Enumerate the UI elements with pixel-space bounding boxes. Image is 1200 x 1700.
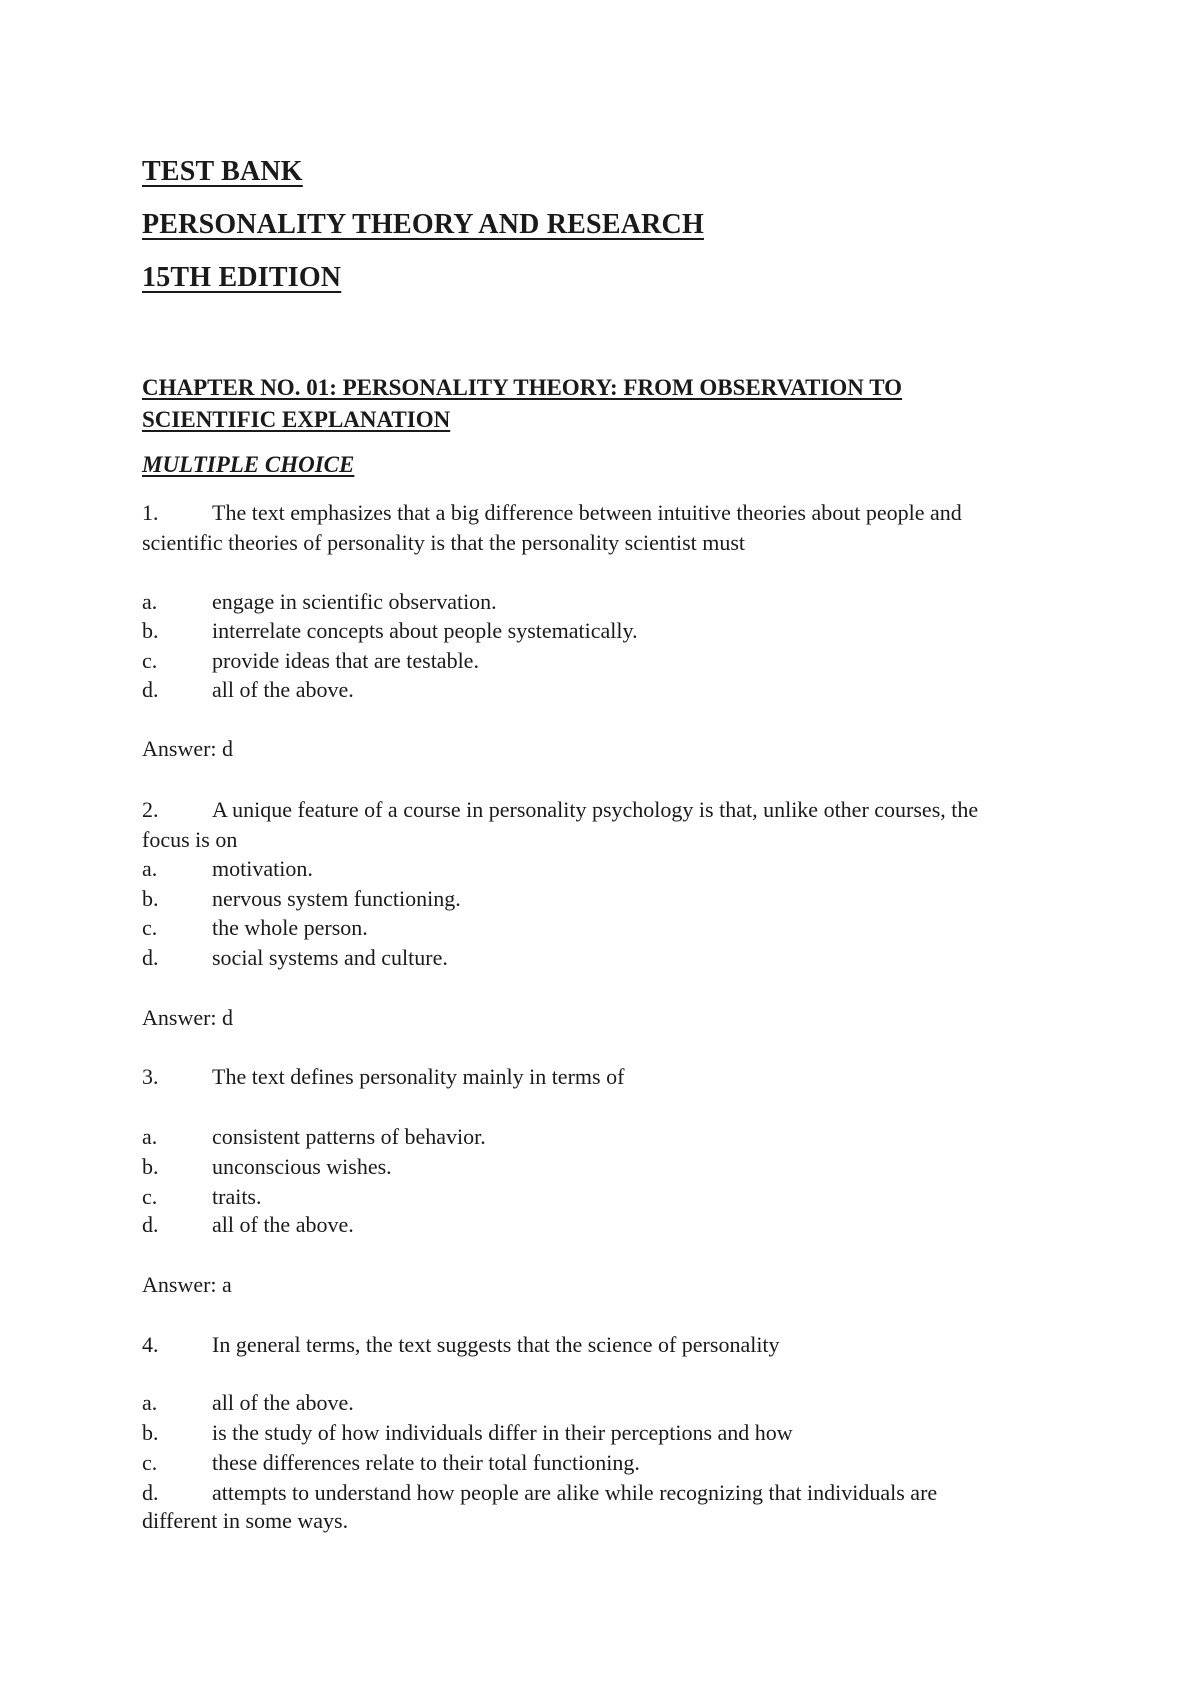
question-text: The text emphasizes that a big difference between intuitive theories about people and: [212, 500, 962, 525]
option-c: [142, 646, 479, 676]
option-text: interrelate concepts about people systematically.: [212, 618, 638, 643]
option-d: [142, 1478, 937, 1508]
section-title: MULTIPLE CHOICE: [142, 452, 355, 477]
question-text: A unique feature of a course in personality psychology is that, unlike other courses, the: [212, 797, 979, 822]
chapter-title-line2: SCIENTIFIC EXPLANATION: [142, 407, 451, 432]
question-text-cont: focus is on: [142, 827, 238, 852]
option-text: is the study of how individuals differ in their perceptions and how: [212, 1420, 793, 1445]
option-d: [142, 1210, 354, 1240]
question-number: 1.: [142, 500, 159, 525]
option-c: [142, 1448, 640, 1478]
chapter-title: [142, 372, 1042, 436]
doc-title-edition: 15TH EDITION: [142, 262, 342, 293]
option-text: all of the above.: [212, 1390, 354, 1415]
chapter-title-line1: CHAPTER NO. 01: PERSONALITY THEORY: FROM OBSERVATION TO: [142, 375, 903, 400]
option-letter: c.: [142, 915, 158, 940]
doc-title-book: PERSONALITY THEORY AND RESEARCH: [142, 209, 704, 240]
option-letter: b.: [142, 618, 159, 643]
option-letter: a.: [142, 1124, 158, 1149]
question-stem: [142, 498, 962, 528]
option-a: [142, 1122, 486, 1152]
question-stem: [142, 1062, 624, 1092]
option-d: [142, 675, 354, 705]
option-text: unconscious wishes.: [212, 1154, 392, 1179]
question-number: 4.: [142, 1332, 159, 1357]
answer: Answer: d: [142, 736, 234, 761]
option-letter: d.: [142, 945, 159, 970]
question-stem: [142, 795, 978, 825]
question-text-cont: scientific theories of personality is that the personality scientist must: [142, 530, 746, 555]
option-text: all of the above.: [212, 677, 354, 702]
question-text: In general terms, the text suggests that the science of personality: [212, 1332, 780, 1357]
option-text: provide ideas that are testable.: [212, 648, 479, 673]
option-text: attempts to understand how people are alike while recognizing that individuals are: [212, 1480, 938, 1505]
option-d-continuation: different in some ways.: [142, 1508, 349, 1533]
option-letter: d.: [142, 1480, 159, 1505]
option-text: these differences relate to their total functioning.: [212, 1450, 640, 1475]
option-text: consistent patterns of behavior.: [212, 1124, 486, 1149]
option-letter: c.: [142, 1184, 158, 1209]
question-number: 3.: [142, 1064, 159, 1089]
answer: Answer: d: [142, 1005, 234, 1030]
question-text: The text defines personality mainly in terms of: [212, 1064, 625, 1089]
option-text: the whole person.: [212, 915, 368, 940]
option-text: social systems and culture.: [212, 945, 448, 970]
option-letter: a.: [142, 856, 158, 881]
option-a: [142, 854, 313, 884]
option-text: nervous system functioning.: [212, 886, 461, 911]
option-letter: b.: [142, 1420, 159, 1445]
option-text: all of the above.: [212, 1212, 354, 1237]
option-a: [142, 587, 497, 617]
option-text: engage in scientific observation.: [212, 589, 497, 614]
option-c: [142, 913, 368, 943]
option-b: [142, 884, 461, 914]
option-letter: d.: [142, 677, 159, 702]
option-letter: a.: [142, 1390, 158, 1415]
option-letter: b.: [142, 1154, 159, 1179]
option-a: [142, 1388, 354, 1418]
option-letter: a.: [142, 589, 158, 614]
doc-title-test-bank: TEST BANK: [142, 156, 303, 187]
option-d: [142, 943, 448, 973]
question-number: 2.: [142, 797, 159, 822]
question-stem: [142, 1330, 780, 1360]
option-b: [142, 616, 638, 646]
option-letter: c.: [142, 648, 158, 673]
option-letter: d.: [142, 1212, 159, 1237]
option-text: traits.: [212, 1184, 262, 1209]
option-c: [142, 1182, 262, 1212]
option-letter: b.: [142, 886, 159, 911]
option-letter: c.: [142, 1450, 158, 1475]
option-b: [142, 1152, 392, 1182]
option-b: [142, 1418, 793, 1448]
option-text: motivation.: [212, 856, 313, 881]
answer: Answer: a: [142, 1272, 232, 1297]
